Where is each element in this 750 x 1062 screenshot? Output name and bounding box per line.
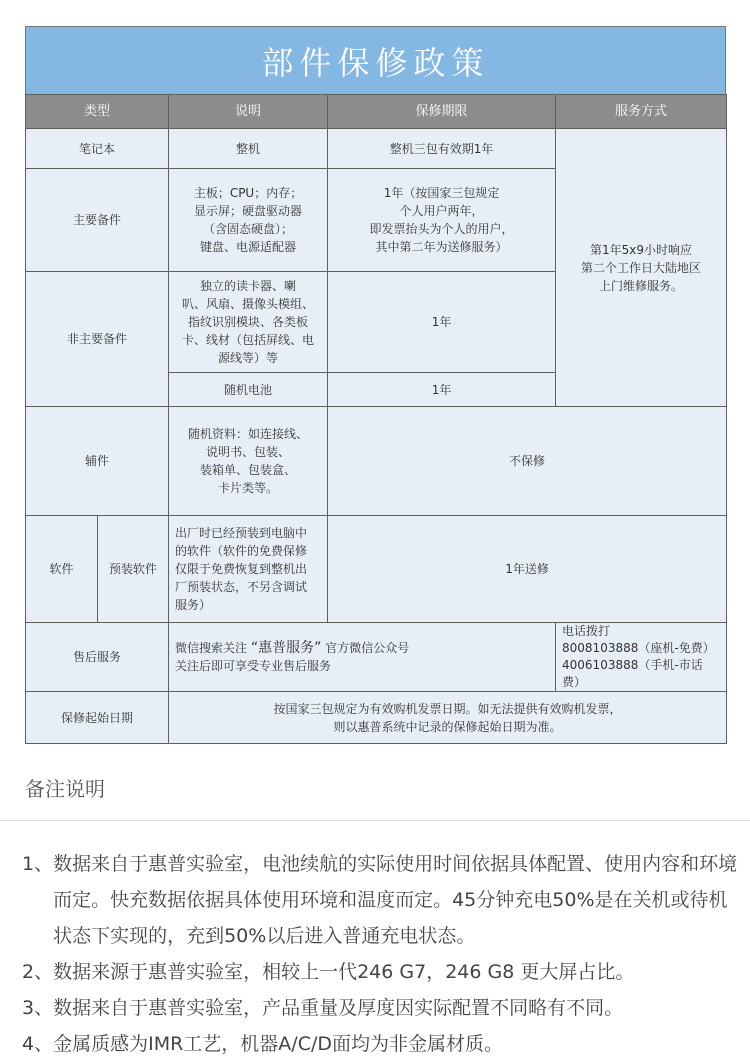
- table-row: [26, 129, 727, 169]
- type-cell: 主要备件: [26, 169, 169, 272]
- period-cell: 1年（按国家三包规定 个人用户两年， 即发票抬头为个人的用户， 其中第二年为送修服务）: [328, 169, 556, 272]
- header-type: 类型: [26, 95, 169, 129]
- warranty-table: [25, 94, 727, 744]
- description-cell: 随机资料：如连接线、 说明书、包装、 装箱单、包装盒、 卡片类等。: [169, 407, 328, 516]
- wechat-line-1: [175, 639, 549, 657]
- notes-title: 备注说明: [25, 777, 105, 801]
- note-number: 1、: [22, 853, 54, 875]
- type-cell: 非主要备件: [26, 272, 169, 407]
- note-number: 3、: [22, 997, 54, 1019]
- wechat-account-name: “惠普服务”: [250, 640, 322, 656]
- notes-list: [22, 846, 738, 1062]
- subtype-cell: 预装软件: [98, 516, 169, 623]
- divider: [0, 820, 750, 821]
- note-text: 数据来自于惠普实验室，产品重量及厚度因实际配置不同略有不同。: [53, 997, 624, 1019]
- note-text: 数据来源于惠普实验室，相较上一代246 G7，246 G8 更大屏占比。: [53, 961, 635, 983]
- note-number: 2、: [22, 961, 54, 983]
- period-cell: 不保修: [328, 407, 727, 516]
- description-cell: 随机电池: [169, 373, 328, 407]
- description-cell: 主板；CPU；内存； 显示屏；硬盘驱动器 （含固态硬盘）； 键盘、电源适配器: [169, 169, 328, 272]
- period-cell: 整机三包有效期1年: [328, 129, 556, 169]
- description-cell: 整机: [169, 129, 328, 169]
- note-text: 数据来自于惠普实验室，电池续航的实际使用时间依据具体配置、使用内容和环境而定。快充数据依据具体使用环境和温度而定。45分钟充电50%是在关机或待机状态下实现的，充到50%以后进入普通充电状态。: [53, 853, 738, 947]
- table-header-row: [26, 95, 727, 129]
- service-mode-cell: 第1年5x9小时响应 第二个工作日大陆地区 上门维修服务。: [556, 129, 727, 407]
- period-cell: 1年: [328, 373, 556, 407]
- note-text: 金属质感为IMR工艺，机器A/C/D面均为非金属材质。: [53, 1033, 503, 1055]
- type-cell: 笔记本: [26, 129, 169, 169]
- type-cell: 售后服务: [26, 623, 169, 692]
- description-cell: 独立的读卡器、喇 叭、风扇、摄像头模组、 指纹识别模块、各类板 卡、线材（包括屏线、电 源线等）等: [169, 272, 328, 373]
- table-row: [26, 407, 727, 516]
- phone-cell: [556, 623, 727, 692]
- type-cell: 软件: [26, 516, 98, 623]
- phone-title: 电话拨打: [562, 624, 611, 638]
- note-number: 4、: [22, 1033, 54, 1055]
- wechat-line-2: 关注后即可享受专业售后服务: [175, 659, 332, 673]
- period-cell: 1年: [328, 272, 556, 373]
- table-row: [26, 516, 727, 623]
- table-row: [26, 692, 727, 744]
- list-item: [22, 990, 738, 1026]
- header-description: 说明: [169, 95, 328, 129]
- wechat-suffix: 官方微信公众号: [325, 641, 410, 655]
- description-cell: 按国家三包规定为有效购机发票日期。如无法提供有效购机发票， 则以惠普系统中记录的保修起始日期为准。: [169, 692, 727, 744]
- wechat-prefix: 微信搜索关注: [175, 641, 248, 655]
- type-cell: 辅件: [26, 407, 169, 516]
- page-title: 部件保修政策: [25, 26, 726, 94]
- list-item: [22, 846, 738, 954]
- period-cell: 1年送修: [328, 516, 727, 623]
- warranty-policy-table-wrap: [25, 26, 726, 744]
- phone-number-landline: 8008103888（座机-免费）: [562, 641, 715, 655]
- table-row: [26, 623, 727, 692]
- list-item: [22, 954, 738, 990]
- header-service-mode: 服务方式: [556, 95, 727, 129]
- wechat-service-cell: [169, 623, 556, 692]
- type-cell: 保修起始日期: [26, 692, 169, 744]
- description-cell: 出厂时已经预装到电脑中 的软件（软件的免费保修 仅限于免费恢复到整机出 厂预装状态，不另含调试 服务）: [169, 516, 328, 623]
- header-warranty-period: 保修期限: [328, 95, 556, 129]
- phone-number-mobile: 4006103888（手机-市话费）: [562, 658, 703, 689]
